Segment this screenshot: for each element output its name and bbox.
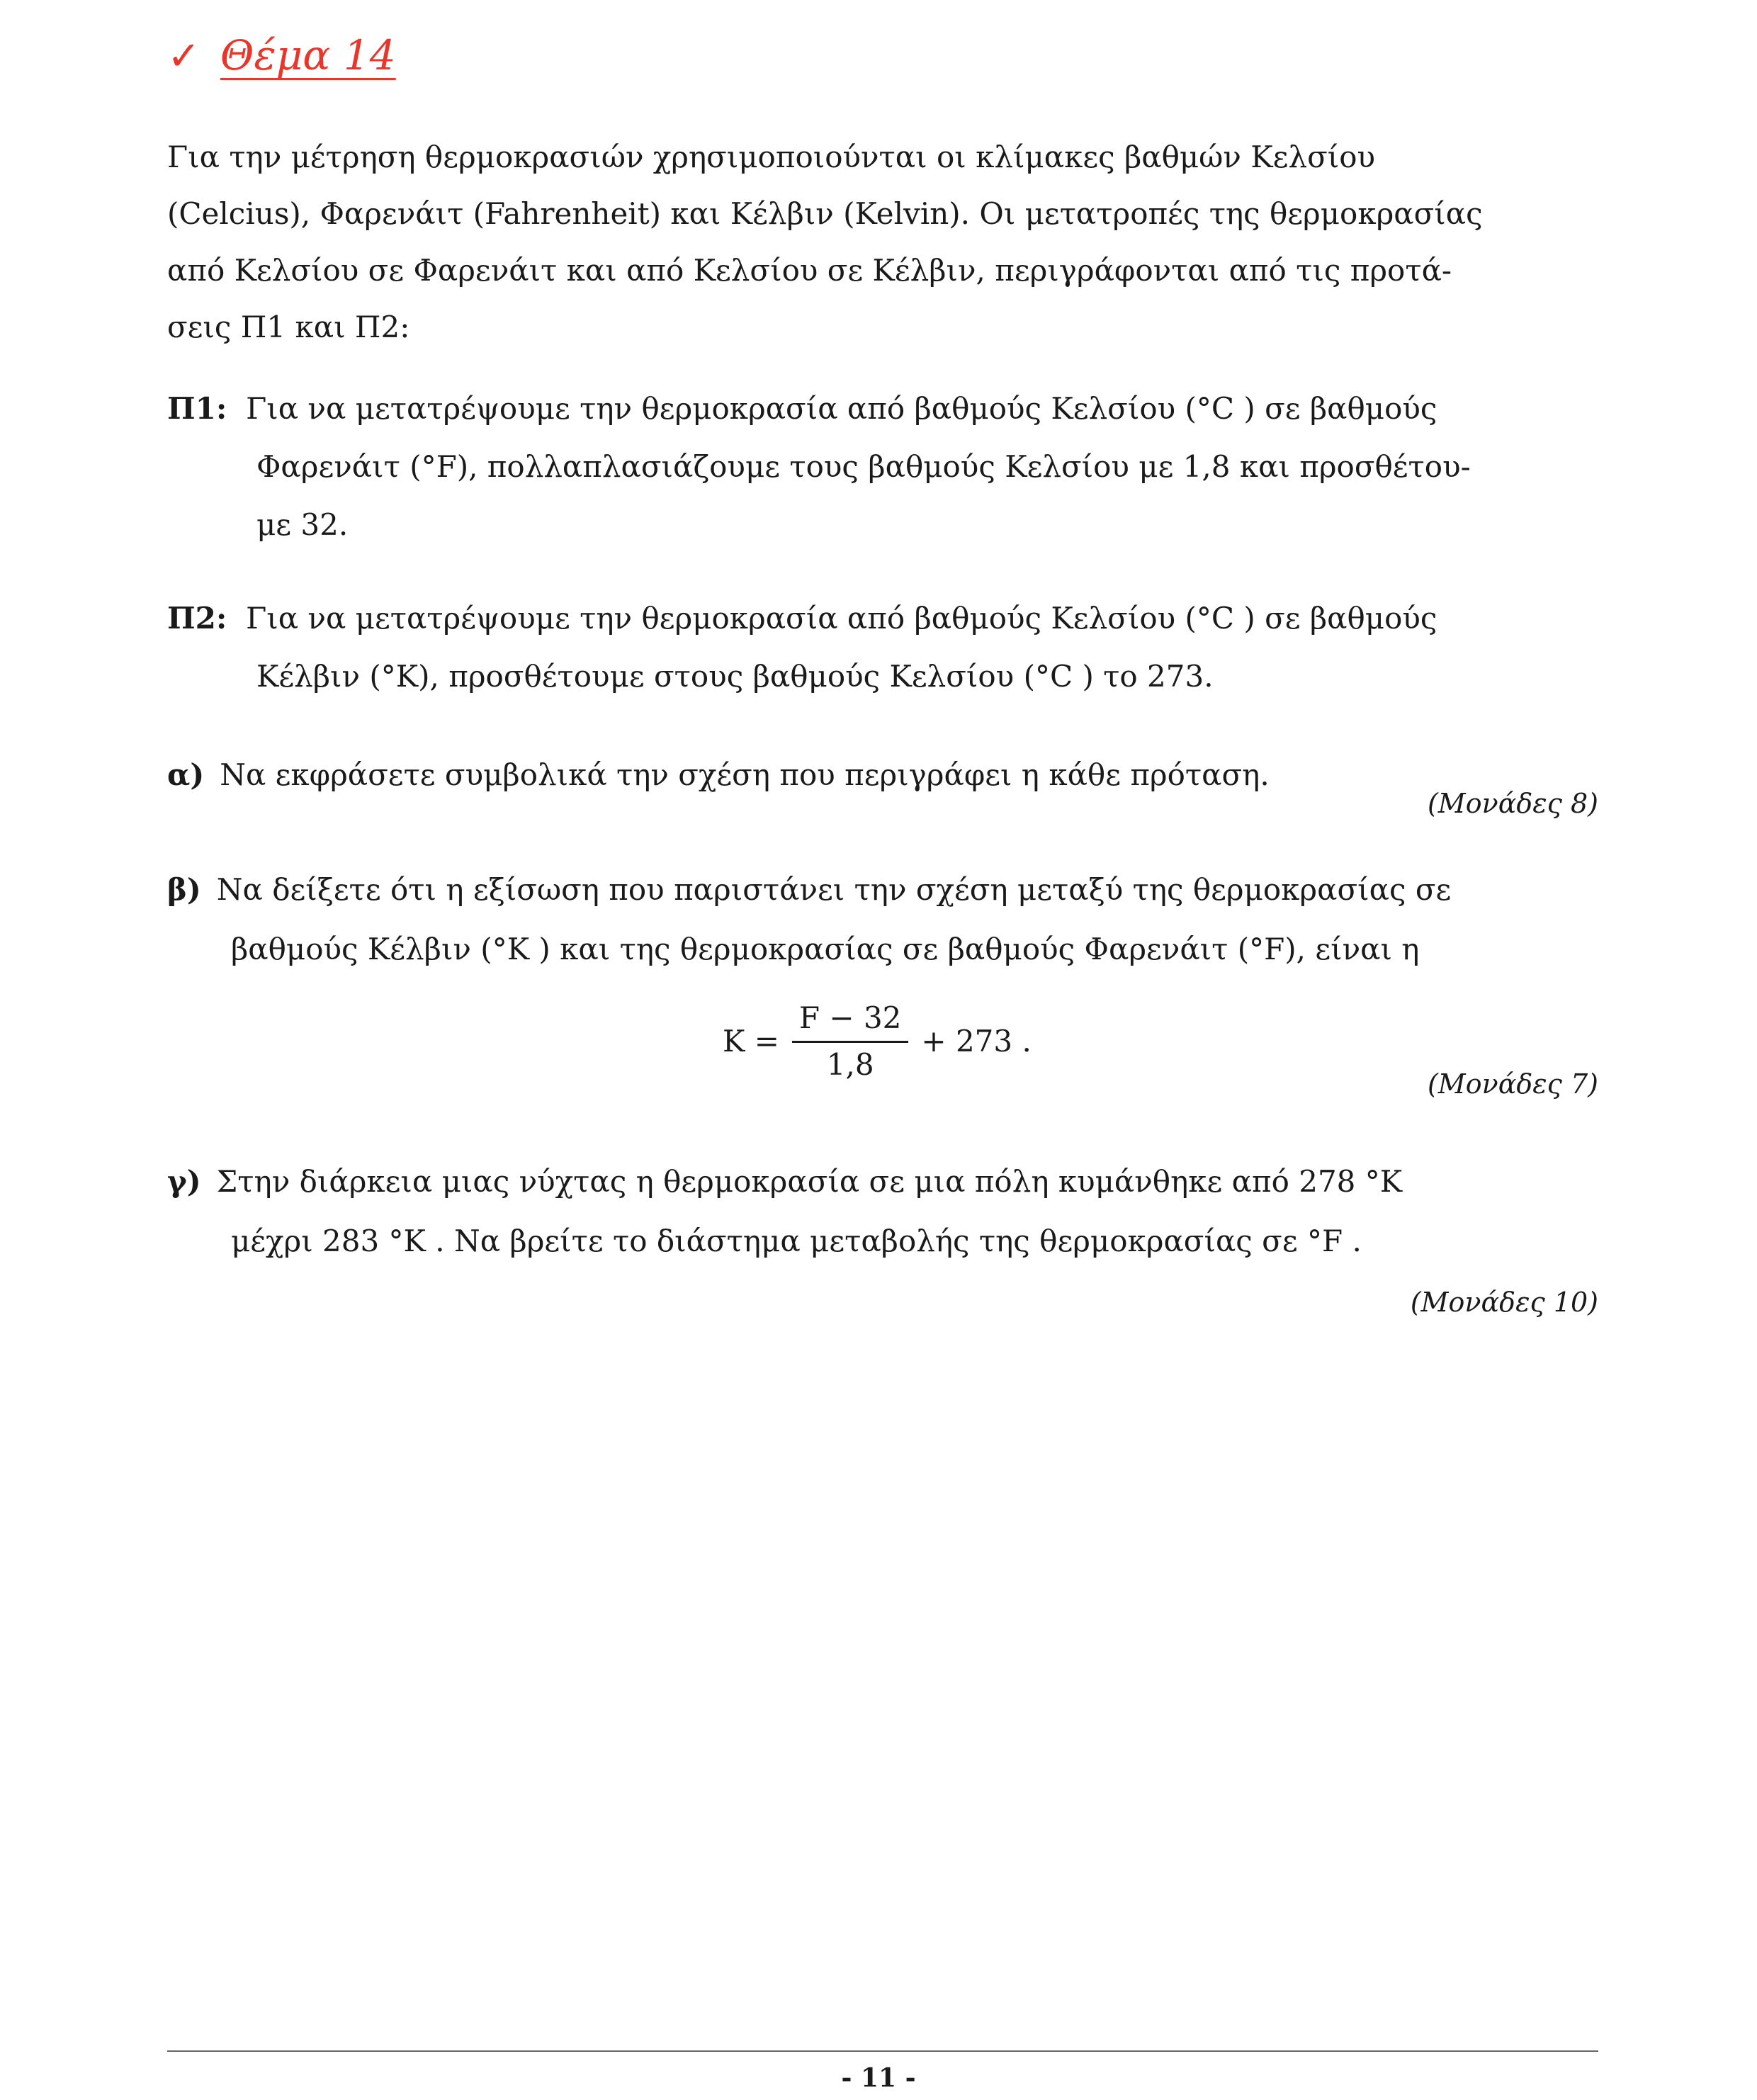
formula-rhs: + 273 . [921, 1024, 1032, 1059]
proposition-line: Για να μετατρέψουμε την θερμοκρασία από βαθμούς Κελσίου (°C ) σε βαθμούς [246, 601, 1437, 636]
proposition-line: Κέλβιν (°K), προσθέτουμε στους βαθμούς Κελσίου (°C ) το 273. [256, 659, 1214, 694]
question-label: γ) [167, 1164, 201, 1199]
proposition-label: Π2: [167, 601, 227, 636]
proposition-line: με 32. [256, 507, 349, 542]
topic-title: Θέμα 14 [220, 31, 396, 79]
proposition-p1 [167, 380, 1598, 554]
formula-denominator: 1,8 [826, 1047, 874, 1082]
question-line: Να δείξετε ότι η εξίσωση που παριστάνει την σχέση μεταξύ της θερμοκρασίας σε [216, 872, 1452, 907]
question-text: Να εκφράσετε συμβολικά την σχέση που περιγράφει η κάθε πρόταση. [220, 757, 1270, 792]
question-label: β) [167, 872, 201, 907]
question-line: μέχρι 283 °K . Να βρείτε το διάστημα μεταβολής της θερμοκρασίας σε °F . [231, 1224, 1362, 1258]
page-number: - 11 - [841, 2063, 916, 2093]
intro-line: (Celcius), Φαρενάιτ (Fahrenheit) και Κέλβιν (Kelvin). Οι μετατροπές της θερμοκρασίας [167, 196, 1483, 231]
check-icon: ✓ [167, 33, 200, 79]
intro-line: Για την μέτρηση θερμοκρασιών χρησιμοποιούνται οι κλίμακες βαθμών Κελσίου [167, 140, 1376, 174]
question-line: βαθμούς Κέλβιν (°K ) και της θερμοκρασίας σε βαθμούς Φαρενάιτ (°F), είναι η [231, 932, 1420, 966]
marks-c: (Μονάδες 10) [1410, 1287, 1598, 1318]
formula-lhs: K = [723, 1024, 779, 1059]
marks-b: (Μονάδες 7) [1427, 1068, 1598, 1100]
intro-line: από Κελσίου σε Φαρενάιτ και από Κελσίου σε Κέλβιν, περιγράφονται από τις προτά- [167, 253, 1452, 288]
topic-heading [167, 31, 396, 79]
question-a [167, 745, 1598, 805]
formula-fraction [792, 1000, 908, 1082]
proposition-line: Φαρενάιτ (°F), πολλαπλασιάζουμε τους βαθμούς Κελσίου με 1,8 και προσθέτου- [256, 449, 1471, 484]
intro-paragraph [167, 129, 1598, 356]
question-b [167, 860, 1598, 979]
proposition-line: Για να μετατρέψουμε την θερμοκρασία από βαθμούς Κελσίου (°C ) σε βαθμούς [246, 391, 1437, 426]
formula-numerator: F − 32 [792, 1000, 908, 1043]
question-c [167, 1152, 1598, 1271]
kelvin-fahrenheit-formula [723, 1000, 1032, 1082]
footer-divider [167, 2050, 1598, 2052]
proposition-p2 [167, 589, 1598, 706]
intro-line: σεις Π1 και Π2: [167, 310, 410, 344]
question-label: α) [167, 757, 205, 792]
proposition-label: Π1: [167, 391, 227, 426]
marks-a: (Μονάδες 8) [1427, 788, 1598, 819]
question-line: Στην διάρκεια μιας νύχτας η θερμοκρασία σε μια πόλη κυμάνθηκε από 278 °K [216, 1164, 1403, 1199]
